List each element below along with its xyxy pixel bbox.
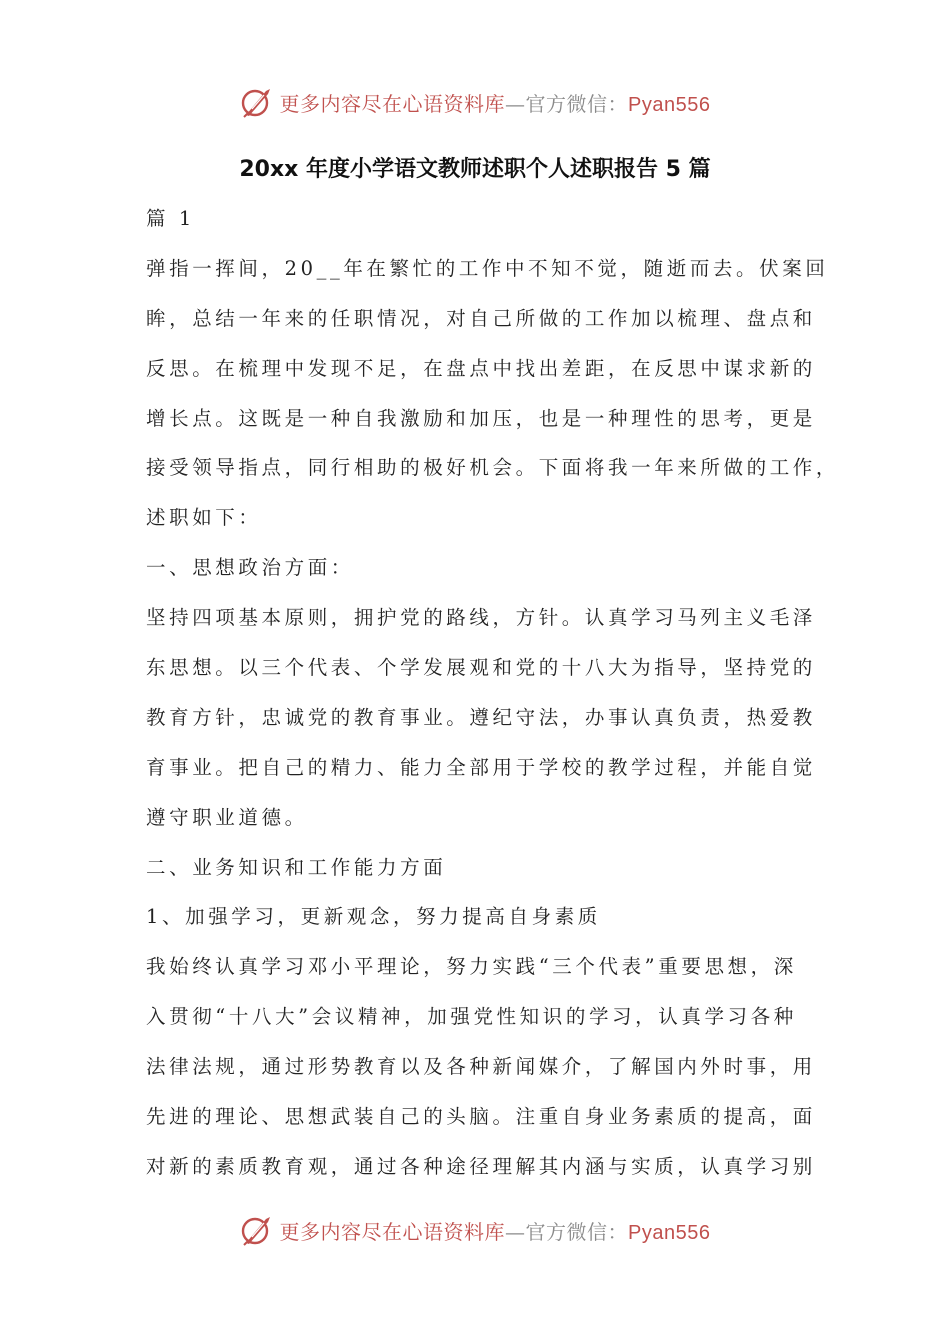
quill-pen-logo-icon xyxy=(240,1213,274,1247)
text-line: 遵守职业道德。 xyxy=(146,805,308,829)
text-line: 入贯彻“十八大”会议精神，加强党性知识的学习，认真学习各种 xyxy=(146,1005,797,1029)
quill-pen-logo-icon xyxy=(240,85,274,119)
banner-brand: 更多内容尽在心语资料库 xyxy=(279,1219,506,1244)
banner-text xyxy=(280,88,711,117)
banner-wechat-label: 官方微信： xyxy=(525,1219,629,1244)
banner-text xyxy=(280,1216,711,1245)
text-line: 对新的素质教育观，通过各种途径理解其内涵与实质，认真学习别 xyxy=(146,1154,816,1178)
section-heading: 一、思想政治方面： xyxy=(146,556,354,580)
text-line: 育事业。把自己的精力、能力全部用于学校的教学过程，并能自觉 xyxy=(146,755,816,779)
banner-brand: 更多内容尽在心语资料库 xyxy=(279,91,506,116)
subsection-heading: 1、加强学习，更新观念，努力提高自身素质 xyxy=(146,905,601,929)
footer-banner xyxy=(0,1208,950,1252)
text-line: 接受领导指点，同行相助的极好机会。下面将我一年来所做的工作， xyxy=(146,456,840,480)
text-line: 先进的理论、思想武装自己的头脑。注重自身业务素质的提高，面 xyxy=(146,1105,816,1129)
text-line: 法律法规，通过形势教育以及各种新闻媒介，了解国内外时事，用 xyxy=(146,1055,816,1079)
text-line: 反思。在梳理中发现不足，在盘点中找出差距，在反思中谋求新的 xyxy=(146,356,816,380)
text-line: 弹指一挥间，20__年在繁忙的工作中不知不觉，随逝而去。伏案回 xyxy=(146,256,829,280)
banner-dash: — xyxy=(505,91,526,116)
text-line: 眸，总结一年来的任职情况，对自己所做的工作加以梳理、盘点和 xyxy=(146,306,816,330)
banner-wechat-label: 官方微信： xyxy=(525,91,629,116)
banner-dash: — xyxy=(505,1219,526,1244)
banner-content xyxy=(240,1213,711,1247)
text-line: 坚持四项基本原则，拥护党的路线，方针。认真学习马列主义毛泽 xyxy=(146,606,816,630)
banner-content xyxy=(240,85,711,119)
document-body xyxy=(146,198,840,1196)
document-title: 20xx 年度小学语文教师述职个人述职报告 5 篇 xyxy=(239,157,711,182)
header-banner xyxy=(0,80,950,124)
banner-wechat-id: Pyan556 xyxy=(628,1221,711,1244)
text-line: 篇 1 xyxy=(146,207,195,230)
text-line: 我始终认真学习邓小平理论，努力实践“三个代表”重要思想，深 xyxy=(146,955,797,979)
section-heading: 二、业务知识和工作能力方面 xyxy=(146,855,447,879)
text-line: 东思想。以三个代表、个学发展观和党的十八大为指导，坚持党的 xyxy=(146,656,816,680)
text-line: 述职如下： xyxy=(146,506,262,530)
text-line: 增长点。这既是一种自我激励和加压，也是一种理性的思考，更是 xyxy=(146,406,816,430)
text-line: 教育方针，忠诚党的教育事业。遵纪守法，办事认真负责，热爱教 xyxy=(146,705,816,729)
banner-wechat-id: Pyan556 xyxy=(628,93,711,116)
